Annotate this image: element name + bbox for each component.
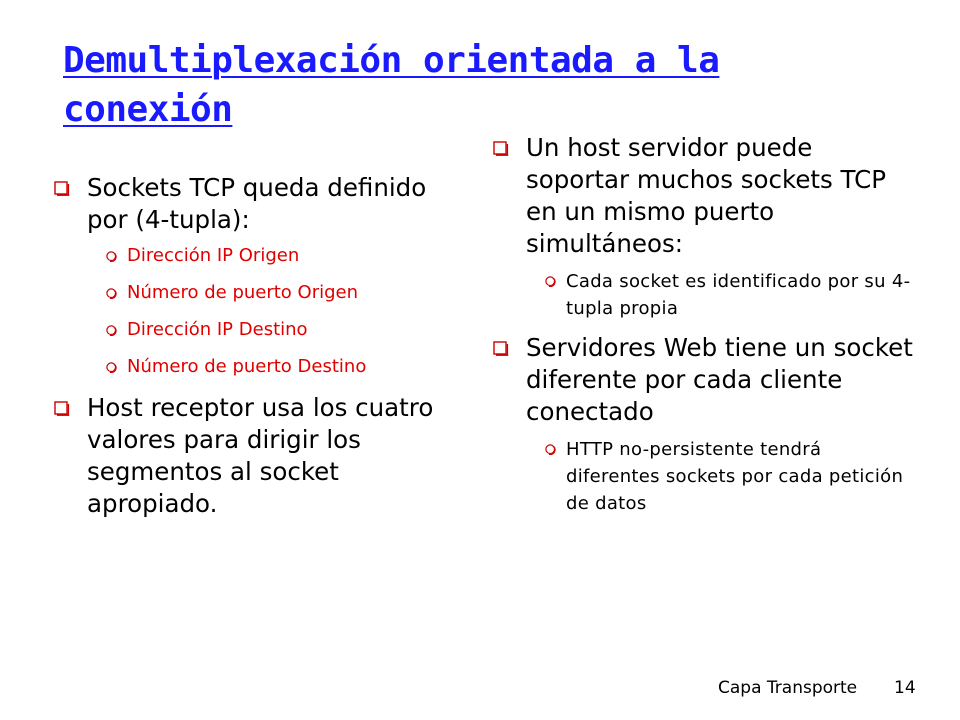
footer-section-label: Capa Transporte [718,678,858,698]
bullet-text: Servidores Web tiene un socket diferente por cada cliente conectado [526,333,913,426]
sub-bullet-text: Dirección IP Origen [127,245,300,266]
circle-bullet-icon [545,444,556,455]
page-number: 14 [894,678,916,698]
circle-bullet-icon [106,325,117,336]
bullet-item [54,392,454,520]
circle-bullet-icon [106,362,117,373]
bullet-item [493,132,913,260]
bullet-text: Sockets TCP queda definido por (4-tupla): [87,173,427,234]
right-column [493,132,913,527]
sub-bullet-item [106,355,454,379]
circle-bullet-icon [106,251,117,262]
square-bullet-icon [54,401,70,416]
square-bullet-icon [54,181,70,196]
sub-bullet-item [545,268,913,322]
sub-bullet-item [545,436,913,517]
sub-bullet-item [106,244,454,268]
circle-bullet-icon [106,288,117,299]
circle-bullet-icon [545,276,556,287]
square-bullet-icon [493,341,509,356]
sub-bullet-text: Número de puerto Destino [127,356,367,377]
bullet-item [493,332,913,428]
left-column [54,172,454,528]
sub-bullet-text: HTTP no-persistente tendrá diferentes sockets por cada petición de datos [566,439,904,514]
sub-bullet-item [106,281,454,305]
bullet-text: Host receptor usa los cuatro valores para dirigir los segmentos al socket apropiado. [87,393,434,518]
bullet-text: Un host servidor puede soportar muchos sockets TCP en un mismo puerto simultáneos: [526,133,886,258]
square-bullet-icon [493,141,509,156]
slide-title: Demultiplexación orientada a la conexión [63,40,720,130]
sub-bullet-text: Número de puerto Origen [127,282,359,303]
bullet-item [54,172,454,236]
sub-bullet-text: Cada socket es identificado por su 4-tupla propia [566,271,911,319]
sub-bullet-item [106,318,454,342]
sub-bullet-text: Dirección IP Destino [127,319,308,340]
